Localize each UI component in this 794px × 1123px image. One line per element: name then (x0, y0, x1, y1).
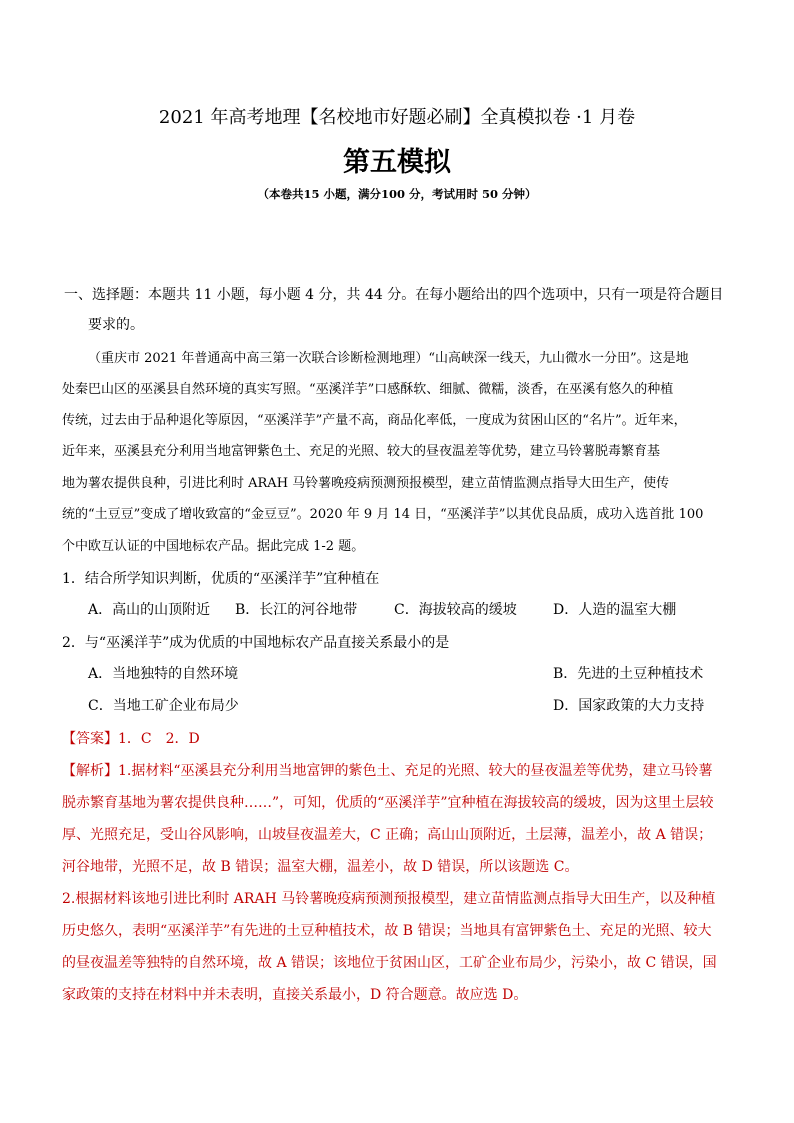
material-line: 近年来，巫溪县充分利用当地富钾紫色土、充足的光照、较大的昼夜温差等优势，建立马铃薯脱毒繁育基 (62, 444, 661, 459)
question-2-stem: 2．与“巫溪洋芋”成为优质的中国地标农产品直接关系最小的是 (62, 635, 450, 651)
exam-subtitle: 第五模拟 (343, 147, 451, 178)
analysis-text: 1.据材料“巫溪县充分利用当地富钾的紫色土、充足的光照、较大的昼夜温差等优势，建立马铃薯 (118, 763, 713, 779)
exam-title: 2021 年高考地理【名校地市好题必刷】全真模拟卷 ·1 月卷 (158, 107, 636, 128)
question-1-option-b: B．长江的河谷地带 (235, 602, 358, 618)
question-1-stem: 1．结合所学知识判断，优质的“巫溪洋芋”宜种植在 (62, 571, 380, 587)
analysis-line: 2.根据材料该地引进比利时 ARAH 马铃薯晚疫病预测预报模型，建立苗情监测点指导大田生产，以及种植 (62, 891, 716, 907)
section-instruction-line1: 一、选择题：本题共 11 小题，每小题 4 分，共 44 分。在每小题给出的四个选项中，只有一项是符合题目 (64, 287, 724, 303)
question-2-option-a: A．当地独特的自然环境 (88, 666, 239, 682)
answer-label: 【答案】 (62, 731, 118, 747)
analysis-line (62, 760, 713, 780)
material-line: （重庆市 2021 年普通高中高三第一次联合诊断检测地理）“山高峡深一线天，九山微水一分田”。这是地 (88, 351, 689, 366)
analysis-line: 家政策的支持在材料中并未表明，直接关系最小，D 符合题意。故应选 D。 (62, 987, 528, 1003)
question-1-option-a: A．高山的山顶附近 (88, 602, 211, 618)
material-line: 传统，过去由于品种退化等原因，“巫溪洋芋”产量不高，商品化率低，一度成为贫困山区的“名片”。近年来， (62, 413, 687, 428)
analysis-label: 【解析】 (62, 763, 118, 779)
answer-text: 1．C 2．D (118, 731, 200, 747)
answer-line (62, 728, 200, 748)
question-2-option-d: D．国家政策的大力支持 (553, 698, 705, 714)
exam-note: （本卷共15 小题，满分100 分，考试用时 50 分钟） (257, 187, 537, 201)
analysis-line: 河谷地带，光照不足，故 B 错误；温室大棚，温差小，故 D 错误，所以该题选 C。 (62, 859, 579, 875)
question-1-option-d: D．人造的温室大棚 (553, 602, 677, 618)
analysis-line: 脱赤繁育基地为薯农提供良种……”，可知，优质的“巫溪洋芋”宜种植在海拔较高的缓坡，因为这里土层较 (62, 795, 714, 811)
question-2-option-b: B．先进的土豆种植技术 (553, 666, 704, 682)
question-2-option-c: C．当地工矿企业布局少 (88, 698, 239, 714)
question-1-option-c: C．海拔较高的缓坡 (394, 602, 517, 618)
material-line: 统的“土豆豆”变成了增收致富的“金豆豆”。2020 年 9 月 14 日，“巫溪洋芋”以其优良品质，成功入选首批 100 (62, 507, 704, 522)
analysis-line: 厚、光照充足，受山谷风影响，山坡昼夜温差大，C 正确；高山山顶附近，土层薄，温差小，故 A 错误； (62, 827, 713, 843)
analysis-line: 历史悠久，表明“巫溪洋芋”有先进的土豆种植技术，故 B 错误；当地具有富钾紫色土、充足的光照、较大 (62, 923, 712, 939)
material-line: 地为薯农提供良种，引进比利时 ARAH 马铃薯晚疫病预测预报模型，建立苗情监测点指导大田生产，使传 (62, 476, 670, 491)
material-line: 个中欧互认证的中国地标农产品。据此完成 1-2 题。 (62, 539, 365, 554)
section-instruction-line2: 要求的。 (88, 317, 144, 333)
analysis-line: 的昼夜温差等独特的自然环境，故 A 错误；该地位于贫困山区，工矿企业布局少，污染小，故 C 错误，国 (62, 955, 717, 971)
material-line: 处秦巴山区的巫溪县自然环境的真实写照。“巫溪洋芋”口感酥软、细腻、微糯，淡香，在巫溪有悠久的种植 (62, 382, 674, 397)
